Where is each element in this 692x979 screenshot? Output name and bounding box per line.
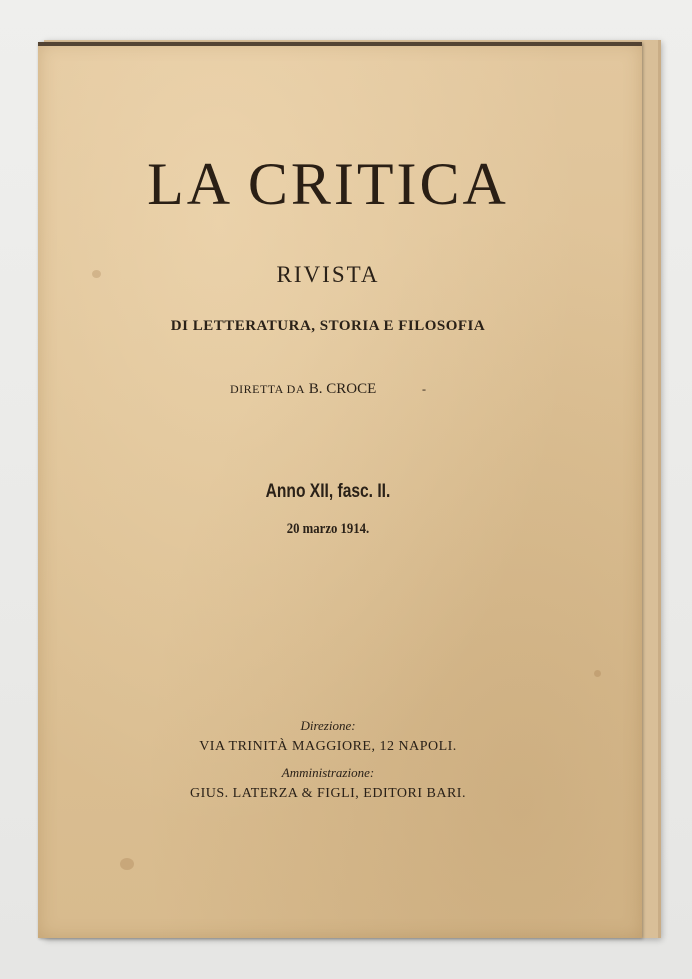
direction-address: VIA TRINITÀ MAGGIORE, 12 NAPOLI.	[199, 739, 457, 754]
director-prefix: DIRETTA DA	[229, 382, 305, 396]
director-line	[26, 381, 630, 398]
magazine-title: LA CRITICA	[147, 151, 509, 217]
issue-number: Anno XII, fasc. II.	[265, 481, 391, 502]
administration-label: Amministrazione:	[281, 765, 375, 780]
foxing-spot	[594, 670, 601, 677]
director-name: B. CROCE	[308, 381, 377, 397]
foxing-spot	[120, 858, 134, 870]
publisher-line: GIUS. LATERZA & FIGLI, EDITORI BARI.	[190, 786, 466, 801]
magazine-cover	[38, 42, 642, 938]
rivista-heading: RIVISTA	[276, 262, 380, 287]
issue-date: 20 marzo 1914.	[286, 521, 370, 537]
magazine-subtitle: DI LETTERATURA, STORIA E FILOSOFIA	[170, 318, 486, 334]
direction-label: Direzione:	[300, 718, 356, 733]
director-mark: -	[422, 382, 427, 396]
